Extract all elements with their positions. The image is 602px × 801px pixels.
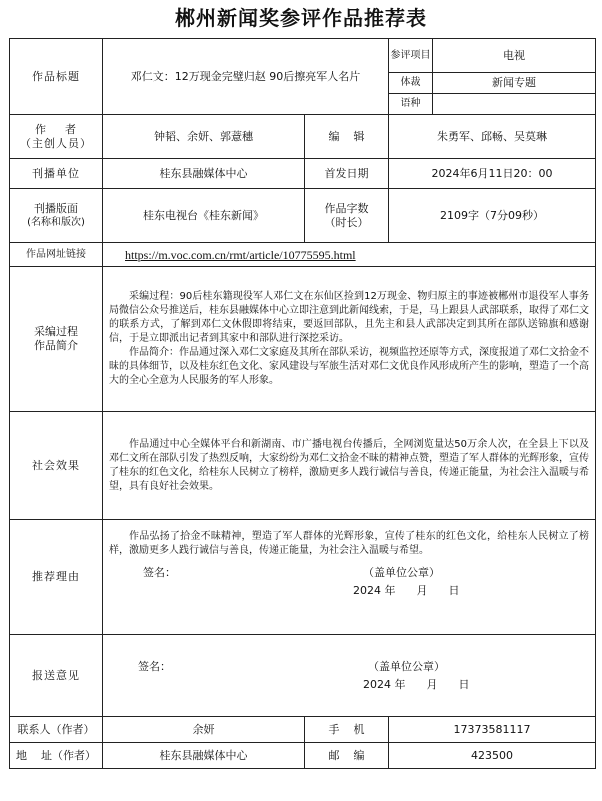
genre-label: 体裁	[389, 73, 433, 94]
reason-sign-label: 签名：	[143, 566, 176, 579]
length-value: 2109字（7分09秒）	[389, 189, 596, 243]
contact-value: 余妍	[103, 717, 305, 743]
zip-value: 423500	[389, 743, 596, 769]
page-label-line1: 刊播版面	[34, 201, 78, 215]
length-label-line1: 作品字数	[324, 201, 369, 215]
editor-value: 朱勇军、邱畅、吴莫琳	[389, 115, 596, 159]
first-date-value: 2024年6月11日20：00	[389, 159, 596, 189]
publisher-label: 刊播单位	[10, 159, 103, 189]
intro-paragraph: 作品简介：作品通过深入邓仁文家庭及其所在部队采访，视频监控还原等方式，深度报道了邓仁文拾金不昧的具体细节，以及桂东红色文化、家风建设与军旅生活对邓仁文优良作风形成所产生的影响，塑造了一个高大的全心全意为人民服务的军人形象。	[109, 347, 590, 386]
page-value: 桂东电视台《桂东新闻》	[103, 189, 305, 243]
address-value: 桂东县融媒体中心	[103, 743, 305, 769]
phone-label: 手 机	[305, 717, 389, 743]
opinion-cell	[103, 635, 596, 717]
author-value: 钟韬、余妍、郭薏穗	[103, 115, 305, 159]
opinion-signature	[103, 658, 595, 694]
reason-seal: （盖单位公章）	[363, 566, 440, 579]
reason-text	[103, 528, 595, 558]
reason-cell	[103, 520, 596, 635]
length-label	[305, 189, 389, 243]
language-value	[433, 94, 596, 115]
reason-paragraph: 作品弘扬了拾金不昧精神，塑造了军人群体的光辉形象，宣传了桂东的红色文化，给桂东人民树立了榜样，激励更多人践行诚信与善良，传递正能量，为社会注入温暖与希望。	[109, 531, 590, 556]
first-date-label: 首发日期	[305, 159, 389, 189]
opinion-sign-label: 签名：	[138, 659, 171, 673]
title-label: 作品标题	[10, 39, 103, 115]
editor-label: 编 辑	[305, 115, 389, 159]
title-value: 邓仁文：12万现金完璧归赵 90后擦亮军人名片	[103, 39, 389, 115]
recommendation-form	[9, 38, 596, 769]
reason-signature	[103, 564, 595, 600]
opinion-seal: （盖单位公章）	[368, 659, 445, 673]
genre-value: 新闻专题	[433, 73, 596, 94]
process-paragraph: 采编过程：90后桂东籍现役军人邓仁文在东仙区捡到12万现金、物归原主的事迹被郴州市退役军人事务局微信公众号推送后，桂东县融媒体中心立即注意到此新闻线索，于是，马上跟县人武部联系，取得了邓仁文的联系方式，了解到邓仁文休假即将结束，要返回部队，且先主和县人武部决定到其所在部队送锦旗和感谢信，于是立即派出记者到其家中和部队进行深挖采访。	[109, 291, 590, 344]
page-label	[10, 189, 103, 243]
zip-label: 邮 编	[305, 743, 389, 769]
reason-label: 推荐理由	[10, 520, 103, 635]
process-label-line2: 作品简介	[34, 339, 78, 352]
opinion-date: 2024 年 月 日	[363, 677, 470, 691]
length-label-line2: （时长）	[324, 215, 369, 229]
entry-item-value: 电视	[433, 39, 596, 73]
language-label: 语种	[389, 94, 433, 115]
process-text	[103, 267, 596, 412]
contact-label: 联系人（作者）	[10, 717, 103, 743]
address-label: 地 址（作者）	[10, 743, 103, 769]
phone-value: 17373581117	[389, 717, 596, 743]
link-label: 作品网址链接	[10, 243, 103, 267]
process-label-line1: 采编过程	[34, 325, 78, 338]
publisher-value: 桂东县融媒体中心	[103, 159, 305, 189]
entry-item-label: 参评项目	[389, 39, 433, 73]
effect-paragraph: 作品通过中心全媒体平台和新湖南、市广播电视台传播后，全网浏览量达50万余人次，在全县上下以及邓仁文所在部队引发了热烈反响，大家纷纷为邓仁文拾金不昧的精神点赞，塑造了军人群体的光辉形象，宣传了桂东的红色文化，给桂东人民树立了榜样，激励更多人践行诚信与善良，传递正能量，为社会注入温暖与希望，具有良好社会效果。	[109, 438, 590, 492]
author-label	[10, 115, 103, 159]
form-title: 郴州新闻奖参评作品推荐表	[175, 6, 427, 30]
opinion-label: 报送意见	[10, 635, 103, 717]
effect-label: 社会效果	[10, 412, 103, 520]
reason-date: 2024 年 月 日	[353, 584, 460, 597]
article-link[interactable]: https://m.voc.com.cn/rmt/article/10775595.html	[103, 243, 596, 267]
effect-text	[103, 412, 596, 520]
page-label-line2: (名称和版次)	[27, 216, 85, 228]
author-label-line1: 作 者	[35, 122, 77, 136]
process-label	[10, 267, 103, 412]
author-label-line2: （主创人员）	[20, 136, 92, 150]
